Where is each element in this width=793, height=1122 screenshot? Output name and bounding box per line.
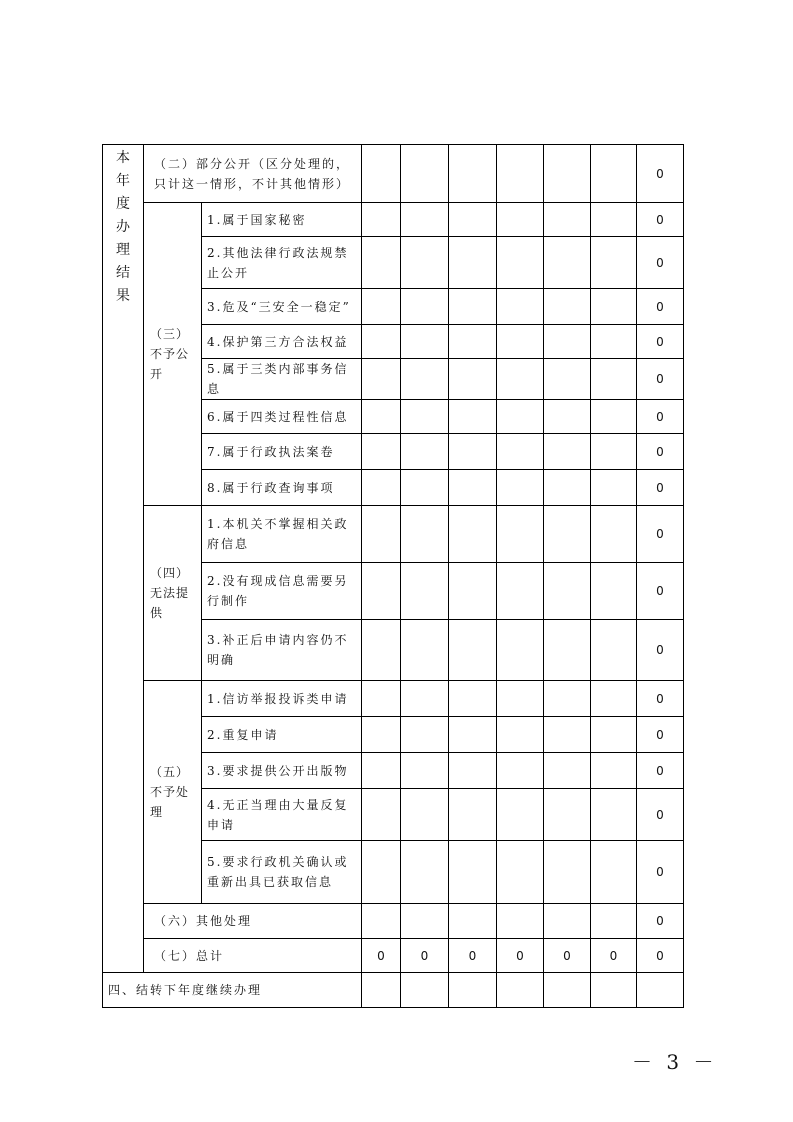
value-cell	[591, 753, 637, 789]
value-cell	[544, 506, 591, 563]
item-label: 1.属于国家秘密	[202, 203, 362, 237]
label-line: （五）	[150, 765, 190, 779]
value-cell	[497, 359, 544, 400]
value-cell	[544, 717, 591, 753]
label-line: 果	[116, 288, 130, 304]
value-cell	[449, 359, 497, 400]
value-cell: 0	[637, 325, 684, 359]
label-line: （四）	[150, 566, 190, 580]
value-cell	[449, 325, 497, 359]
value-cell	[362, 237, 401, 289]
value-cell	[591, 470, 637, 506]
value-cell	[362, 289, 401, 325]
value-cell	[401, 563, 449, 620]
value-cell	[401, 717, 449, 753]
value-cell	[591, 717, 637, 753]
value-cell: 0	[544, 939, 591, 973]
table-row	[103, 681, 684, 717]
value-cell	[362, 563, 401, 620]
value-cell: 0	[637, 237, 684, 289]
value-cell	[544, 620, 591, 681]
value-cell	[591, 563, 637, 620]
category-label	[144, 203, 202, 506]
value-cell	[544, 145, 591, 203]
value-cell	[362, 506, 401, 563]
category-label	[144, 506, 202, 681]
value-cell	[401, 789, 449, 841]
label-line: 年	[116, 173, 130, 189]
value-cell	[449, 717, 497, 753]
value-cell	[591, 400, 637, 434]
value-cell: 0	[637, 359, 684, 400]
label-line: 不予处	[150, 785, 190, 799]
value-cell	[362, 470, 401, 506]
value-cell	[449, 289, 497, 325]
value-cell	[544, 841, 591, 904]
value-cell	[544, 237, 591, 289]
table-row	[103, 973, 684, 1008]
value-cell	[544, 753, 591, 789]
item-label: 4.保护第三方合法权益	[202, 325, 362, 359]
other-label: （六）其他处理	[144, 904, 362, 939]
value-cell	[449, 470, 497, 506]
value-cell: 0	[637, 434, 684, 470]
value-cell: 0	[497, 939, 544, 973]
value-cell: 0	[637, 400, 684, 434]
value-cell	[497, 620, 544, 681]
value-cell	[401, 681, 449, 717]
value-cell	[497, 400, 544, 434]
value-cell	[362, 400, 401, 434]
value-cell	[637, 973, 684, 1008]
table-row	[103, 939, 684, 973]
value-cell	[362, 325, 401, 359]
value-cell: 0	[637, 470, 684, 506]
table-row	[103, 203, 684, 237]
value-cell	[497, 681, 544, 717]
value-cell	[401, 620, 449, 681]
value-cell	[362, 620, 401, 681]
value-cell: 0	[637, 620, 684, 681]
value-cell: 0	[637, 681, 684, 717]
label-line: 度	[116, 196, 130, 212]
value-cell	[401, 973, 449, 1008]
item-label: 6.属于四类过程性信息	[202, 400, 362, 434]
value-cell	[497, 973, 544, 1008]
value-cell	[449, 237, 497, 289]
value-cell	[401, 237, 449, 289]
value-cell	[401, 434, 449, 470]
value-cell: 0	[401, 939, 449, 973]
value-cell	[362, 145, 401, 203]
label-line: 无法提	[150, 586, 190, 600]
value-cell	[362, 359, 401, 400]
value-cell	[362, 717, 401, 753]
value-cell: 0	[637, 939, 684, 973]
value-cell	[544, 434, 591, 470]
value-cell	[497, 563, 544, 620]
value-cell	[449, 400, 497, 434]
value-cell	[544, 789, 591, 841]
item-label: 5.属于三类内部事务信息	[202, 359, 362, 400]
item-label: 2.重复申请	[202, 717, 362, 753]
value-cell	[497, 789, 544, 841]
label-line: 理	[116, 242, 130, 258]
value-cell	[497, 506, 544, 563]
value-cell	[362, 973, 401, 1008]
item-label: 5.要求行政机关确认或重新出具已获取信息	[202, 841, 362, 904]
value-cell	[401, 904, 449, 939]
table-row	[103, 145, 684, 203]
value-cell	[544, 470, 591, 506]
value-cell	[497, 237, 544, 289]
value-cell	[497, 203, 544, 237]
label-line: 结	[116, 265, 130, 281]
value-cell	[401, 325, 449, 359]
value-cell	[591, 506, 637, 563]
value-cell	[449, 789, 497, 841]
value-cell	[497, 841, 544, 904]
label-line: 本	[116, 150, 130, 166]
value-cell	[401, 753, 449, 789]
value-cell: 0	[591, 939, 637, 973]
value-cell: 0	[637, 563, 684, 620]
item-label: 3.要求提供公开出版物	[202, 753, 362, 789]
value-cell: 0	[637, 789, 684, 841]
item-label: 2.其他法律行政法规禁止公开	[202, 237, 362, 289]
value-cell	[591, 434, 637, 470]
value-cell	[591, 789, 637, 841]
value-cell	[544, 973, 591, 1008]
table-row	[103, 506, 684, 563]
value-cell: 0	[637, 841, 684, 904]
value-cell	[497, 325, 544, 359]
value-cell	[362, 681, 401, 717]
value-cell	[449, 434, 497, 470]
value-cell	[591, 237, 637, 289]
value-cell	[401, 359, 449, 400]
value-cell	[449, 681, 497, 717]
value-cell	[544, 400, 591, 434]
value-cell	[362, 904, 401, 939]
value-cell: 0	[362, 939, 401, 973]
value-cell	[544, 325, 591, 359]
value-cell	[591, 681, 637, 717]
value-cell	[449, 841, 497, 904]
label-line: 理	[150, 805, 164, 819]
value-cell	[544, 289, 591, 325]
value-cell	[449, 145, 497, 203]
label-line: （三）	[150, 327, 190, 341]
value-cell: 0	[637, 717, 684, 753]
value-cell	[497, 289, 544, 325]
label-line: 不予公	[150, 347, 190, 361]
value-cell	[401, 400, 449, 434]
item-label: 3.补正后申请内容仍不明确	[202, 620, 362, 681]
value-cell	[449, 506, 497, 563]
value-cell	[362, 841, 401, 904]
value-cell	[591, 145, 637, 203]
value-cell	[544, 563, 591, 620]
value-cell	[449, 753, 497, 789]
page-number: － 3 －	[632, 1050, 718, 1074]
value-cell	[544, 203, 591, 237]
value-cell	[497, 470, 544, 506]
item-label: 3.危及“三安全一稳定”	[202, 289, 362, 325]
value-cell	[449, 973, 497, 1008]
value-cell	[401, 203, 449, 237]
value-cell	[362, 753, 401, 789]
value-cell	[449, 904, 497, 939]
value-cell	[544, 904, 591, 939]
value-cell	[497, 434, 544, 470]
value-cell	[497, 145, 544, 203]
value-cell	[497, 717, 544, 753]
value-cell	[591, 841, 637, 904]
label-line: 办	[116, 219, 130, 235]
value-cell	[362, 203, 401, 237]
disposal-results-table	[102, 144, 684, 1008]
value-cell	[591, 359, 637, 400]
carry-over-label: 四、结转下年度继续办理	[103, 973, 362, 1008]
label-line: 供	[150, 606, 164, 620]
value-cell	[449, 203, 497, 237]
item-label: 1.本机关不掌握相关政府信息	[202, 506, 362, 563]
item-label: 7.属于行政执法案卷	[202, 434, 362, 470]
annual-result-header	[103, 145, 144, 973]
value-cell	[401, 841, 449, 904]
value-cell: 0	[637, 289, 684, 325]
value-cell	[449, 563, 497, 620]
value-cell	[401, 470, 449, 506]
value-cell	[591, 620, 637, 681]
value-cell	[591, 289, 637, 325]
value-cell: 0	[637, 904, 684, 939]
value-cell	[362, 434, 401, 470]
value-cell: 0	[637, 203, 684, 237]
value-cell: 0	[637, 753, 684, 789]
value-cell	[362, 789, 401, 841]
item-label: 2.没有现成信息需要另行制作	[202, 563, 362, 620]
table-row	[103, 904, 684, 939]
value-cell	[544, 681, 591, 717]
item-label: 4.无正当理由大量反复申请	[202, 789, 362, 841]
value-cell	[544, 359, 591, 400]
value-cell: 0	[637, 506, 684, 563]
value-cell	[591, 203, 637, 237]
value-cell	[591, 904, 637, 939]
value-cell: 0	[449, 939, 497, 973]
value-cell	[497, 904, 544, 939]
value-cell	[401, 506, 449, 563]
value-cell	[401, 289, 449, 325]
value-cell: 0	[637, 145, 684, 203]
category-label	[144, 681, 202, 904]
value-cell	[449, 620, 497, 681]
value-cell	[497, 753, 544, 789]
item-label: 1.信访举报投诉类申请	[202, 681, 362, 717]
value-cell	[401, 145, 449, 203]
total-label: （七）总计	[144, 939, 362, 973]
label-line: 开	[150, 367, 164, 381]
partial-open-label: （二）部分公开（区分处理的，只计这一情形，不计其他情形）	[144, 145, 362, 203]
value-cell	[591, 325, 637, 359]
item-label: 8.属于行政查询事项	[202, 470, 362, 506]
value-cell	[591, 973, 637, 1008]
